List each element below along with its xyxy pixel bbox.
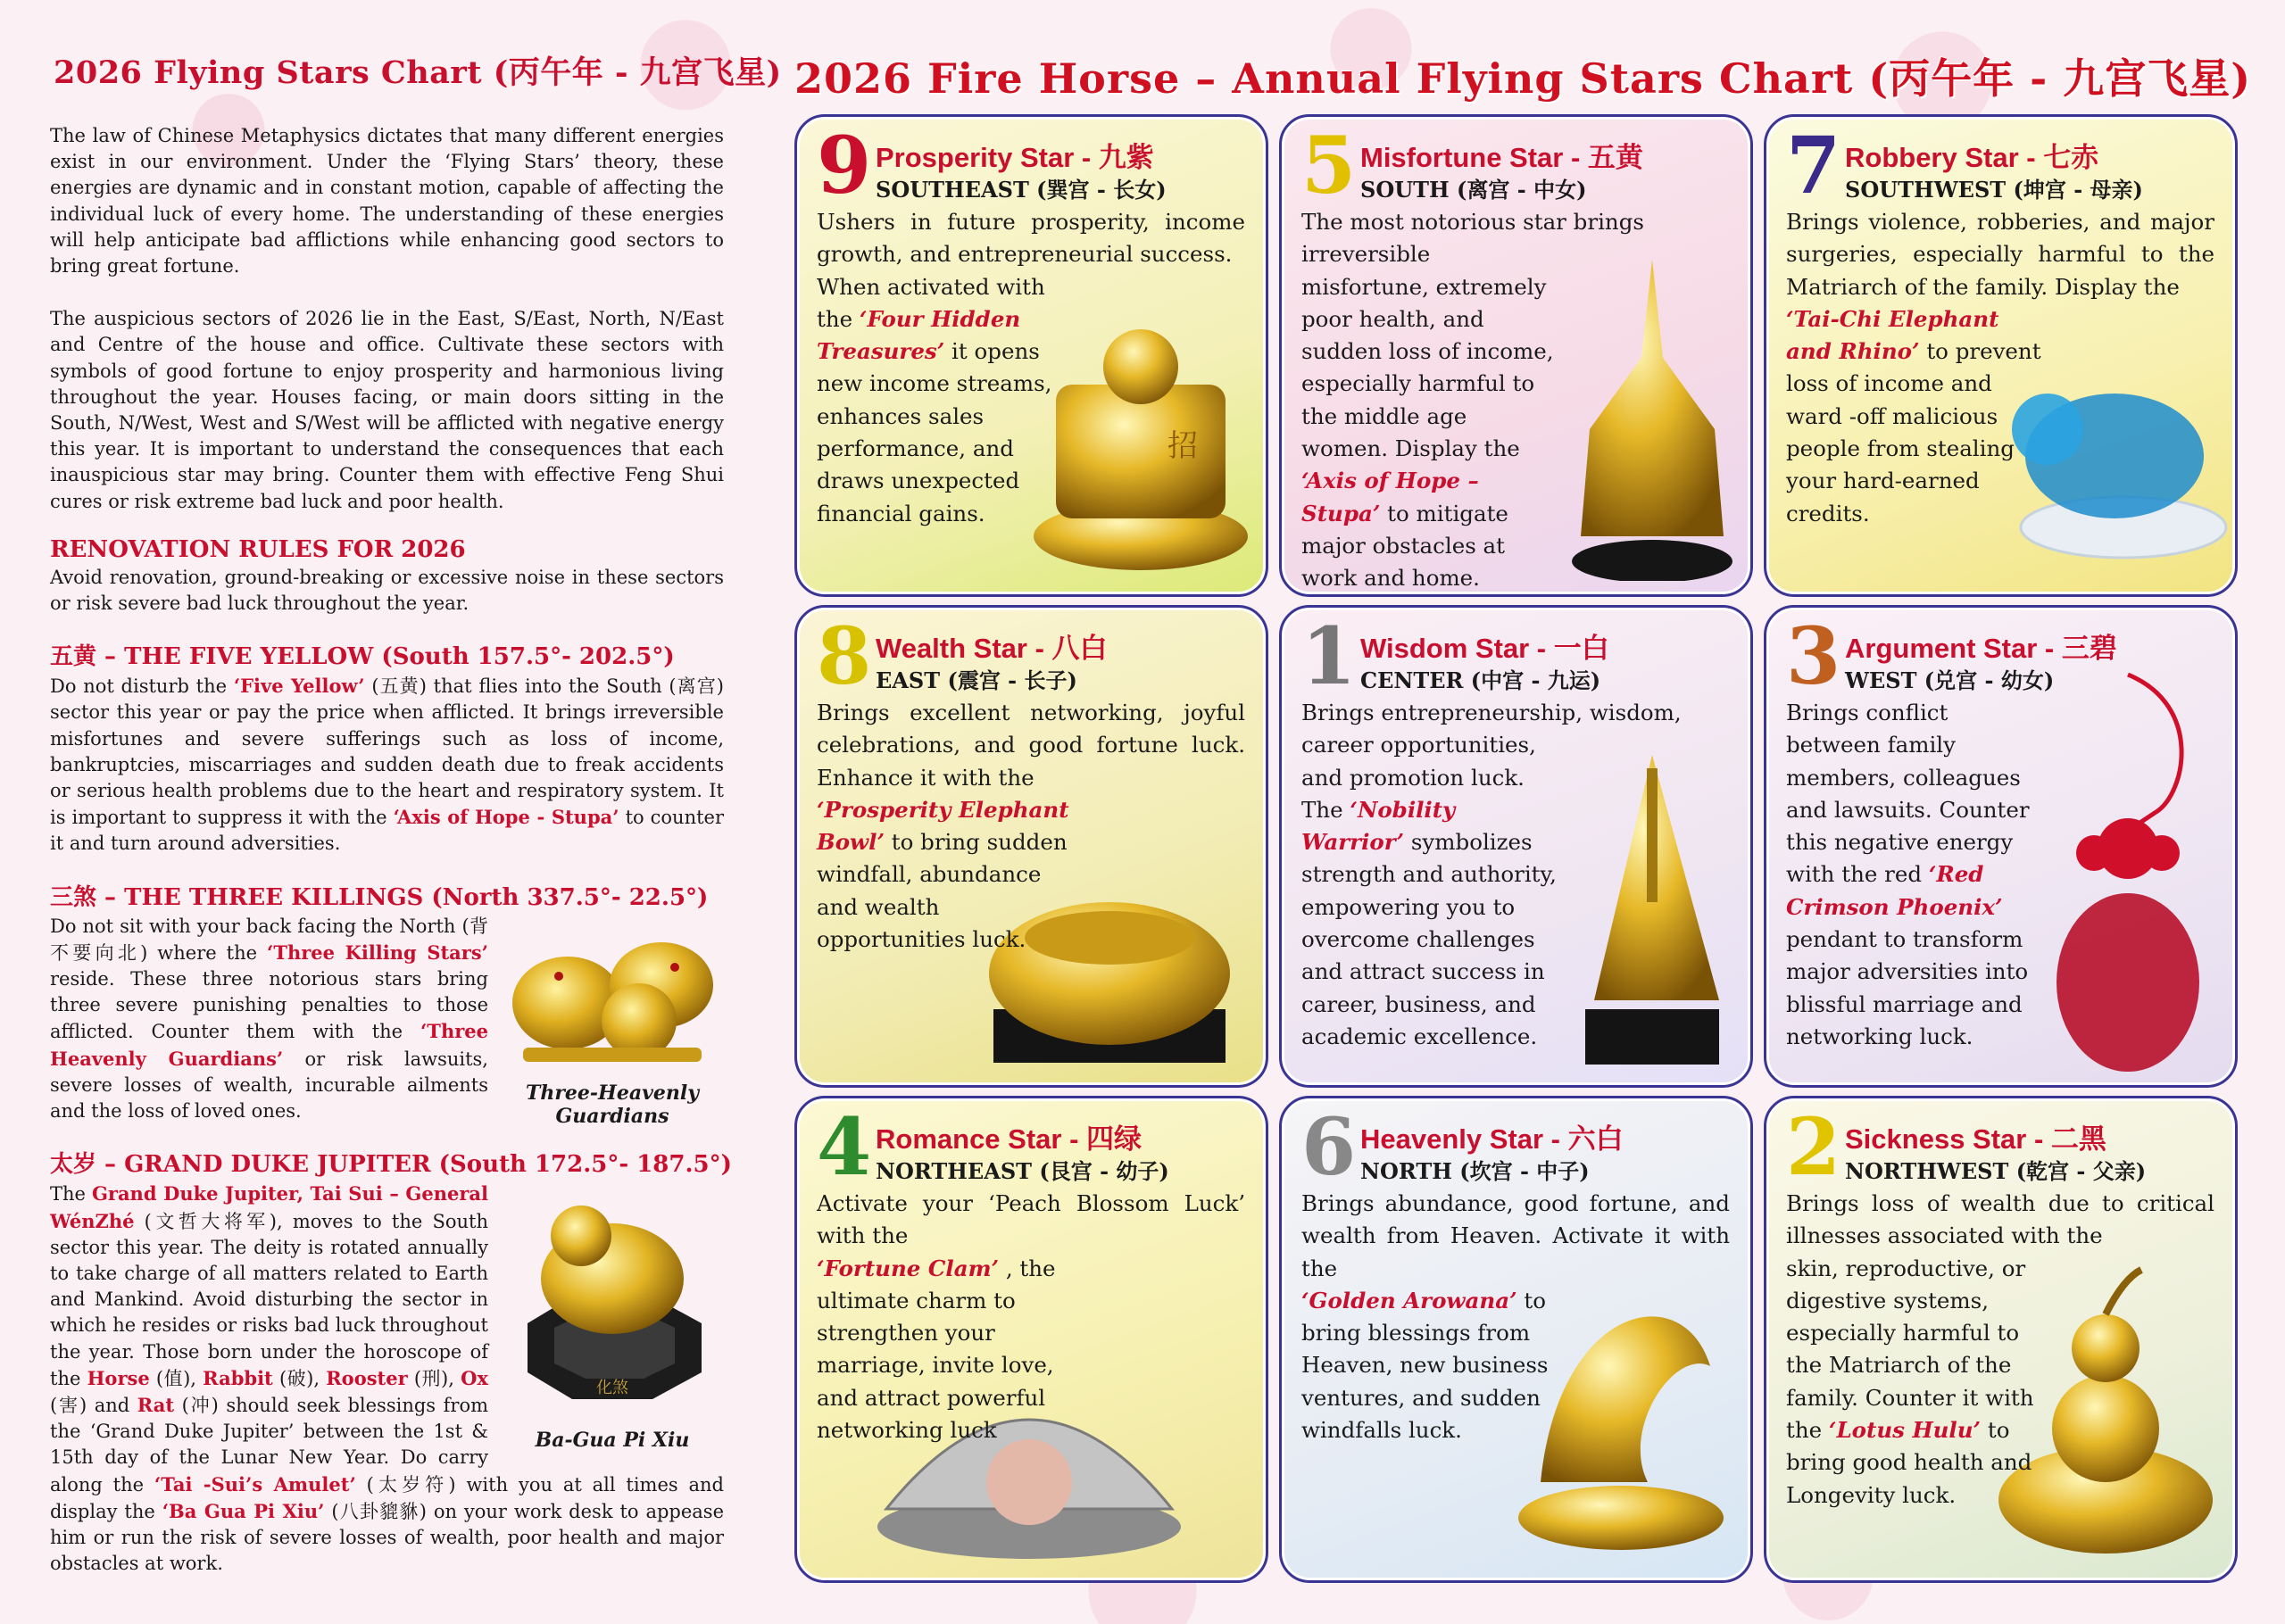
star-description <box>1786 697 2214 1053</box>
description-lead: Brings violence, robberies, and major surgeries, especially harmful to the Matriarch of the family. Display the <box>1786 209 2214 300</box>
remedy-name: ‘Prosperity Elephant Bowl’ <box>817 796 1069 856</box>
pixiu-caption: Ba-Gua Pi Xiu <box>535 1429 690 1453</box>
star-description <box>1786 206 2214 530</box>
grand-duke-text: The Grand Duke Jupiter, Tai Sui – General WénZhé (文哲大将军), moves to the South sector this year. The deity is rotated annually to take charge of all matters related to Earth and Mankind. Avoid disturbing the sector in which he resides or risks bad luck throughout the year. Those born under the horoscope of the Horse (值), Rabbit (破), Rooster (刑), Ox (害) and Rat (冲) should seek blessings from the ‘Grand Duke Jupiter’ between the 1st & 15th day of the Lunar New Year. Do carry along the ‘Tai -Sui’s Amulet’ (太岁符) with you at all times and display the ‘Ba Gua Pi Xiu’ (八卦貔貅) on your work desk to appease him or run the risk of severe losses of wealth, poor health and major obstacles at work. <box>50 1182 724 1575</box>
star-title: Prosperity Star - 九紫 <box>876 142 1154 173</box>
star-title: Argument Star - 三碧 <box>1845 633 2117 664</box>
star-description <box>817 697 1245 956</box>
renovation-text: Avoid renovation, ground-breaking or excessive noise in these sectors or risk severe bad luck throughout the year. <box>50 566 724 615</box>
five-yellow-title: 五黄 – THE FIVE YELLOW (South 157.5°- 202.5°) <box>50 643 675 671</box>
star-description <box>1301 697 1730 1053</box>
svg-text:招: 招 <box>1167 428 1198 464</box>
star-title: Robbery Star - 七赤 <box>1845 142 2099 173</box>
description-detail: skin, reproductive, or digestive systems, especially harmful to the Matriarch of the family. Counter it with the ‘Lotus Hulu’ to bring good health and Longevity luck. <box>1786 1255 2034 1508</box>
star-description <box>1786 1188 2214 1512</box>
star-title: Misfortune Star - 五黄 <box>1360 142 1643 173</box>
remedy-name: ‘Red Crimson Phoenix’ <box>1786 861 2003 920</box>
description-detail: ‘Fortune Clam’ , the ultimate charm to strengthen your marriage, invite love, and attract powerful networking luck <box>817 1255 1056 1444</box>
bagua-pixiu-image <box>501 1181 724 1421</box>
star-title: Heavenly Star - 六白 <box>1360 1123 1624 1155</box>
three-killings-title: 三煞 – THE THREE KILLINGS (North 337.5°- 22.5°) <box>50 883 709 911</box>
star-direction: SOUTH (离宫 - 中女) <box>1360 177 1587 203</box>
star-number: 1 <box>1301 609 1357 702</box>
star-direction: SOUTHEAST (巽宫 - 长女) <box>876 177 1167 203</box>
main-title: 2026 Fire Horse – Annual Flying Stars Chart (丙午年 - 九宫飞星) <box>794 54 2251 103</box>
star-card <box>1764 605 2238 1088</box>
three-guardians-figure <box>501 914 724 1128</box>
description-detail: Brings conflict between family members, colleagues and lawsuits. Counter this negative energy with the red ‘Red Crimson Phoenix’ pendant to transform major adversities into blissful marriage and networking luck. <box>1786 700 2030 1049</box>
left-title: 2026 Flying Stars Chart (丙午年 - 九宫飞星) <box>54 54 782 91</box>
remedy-name: ‘Four Hidden Treasures’ <box>817 305 1021 365</box>
star-card <box>1279 114 1753 597</box>
star-title: Sickness Star - 二黑 <box>1845 1123 2106 1155</box>
description-lead: Brings entrepreneurship, wisdom, <box>1301 700 1682 725</box>
star-description <box>1301 206 1730 595</box>
remedy-name: ‘Nobility Warrior’ <box>1301 796 1456 856</box>
left-column <box>50 48 782 1577</box>
star-card <box>794 114 1268 597</box>
star-number: 2 <box>1786 1100 1841 1193</box>
description-detail: When activated with the ‘Four Hidden Treasures’ it opens new income streams, enhances sales performance, and draws unexpected financial gains. <box>817 273 1052 526</box>
pixiu-figure <box>501 1181 724 1452</box>
star-number: 8 <box>817 609 872 702</box>
description-detail: irreversible misfortune, extremely poor health, and sudden loss of income, especially harmful to the middle age women. Display the ‘Axis of Hope – Stupa’ to mitigate major obstacles at work and home. <box>1301 241 1554 592</box>
description-lead: Brings abundance, good fortune, and wealth from Heaven. Activate it with the <box>1301 1190 1730 1281</box>
three-guardians-image <box>505 914 719 1074</box>
three-killings-text: Do not sit with your back facing the North (背不要向北) where the ‘Three Killing Stars’ reside. These three notorious stars bring three severe punishing penalties to those afflicted. Counter them with the ‘Three Heavenly Guardians’ or risk lawsuits, severe losses of wealth, incurable ailments and the loss of loved ones. <box>50 915 488 1123</box>
renovation-title: RENOVATION RULES FOR 2026 <box>50 535 466 563</box>
remedy-name: ‘Tai-Chi Elephant and Rhino’ <box>1786 305 1999 365</box>
star-direction: NORTHEAST (艮宫 - 幼子) <box>876 1158 1169 1184</box>
description-lead: Brings loss of wealth due to critical illnesses associated with the <box>1786 1190 2214 1249</box>
star-direction: WEST (兑宫 - 幼女) <box>1845 667 2055 693</box>
star-title: Romance Star - 四绿 <box>876 1123 1142 1155</box>
description-lead: Activate your ‘Peach Blossom Luck’ with the <box>817 1190 1245 1249</box>
remedy-name: ‘Golden Arowana’ <box>1301 1287 1517 1313</box>
star-number: 4 <box>817 1100 872 1193</box>
guardians-caption: Three-Heavenly Guardians <box>525 1081 700 1128</box>
star-number: 7 <box>1786 119 1841 211</box>
star-number: 3 <box>1786 609 1841 702</box>
star-card <box>1279 605 1753 1088</box>
star-direction: NORTH (坎宫 - 中子) <box>1360 1158 1590 1184</box>
star-direction: SOUTHWEST (坤宫 - 母亲) <box>1845 177 2143 203</box>
star-title: Wisdom Star - 一白 <box>1360 633 1609 664</box>
description-detail: ‘Golden Arowana’ to bring blessings from Heaven, new business ventures, and sudden windfalls luck. <box>1301 1287 1549 1444</box>
grand-duke-title: 太岁 – GRAND DUKE JUPITER (South 172.5°- 187.5°) <box>50 1151 732 1179</box>
intro-paragraph-1: The law of Chinese Metaphysics dictates that many different energies exist in our environment. Under the ‘Flying Stars’ theory, these energies are dynamic and in constant motion, capable of affecting the individual luck of every home. The understanding of these energies will help anticipate bad afflictions while enhancing good sectors to bring great fortune. <box>50 125 724 278</box>
star-card <box>794 605 1268 1088</box>
star-card <box>1764 1096 2238 1583</box>
svg-text:化煞: 化煞 <box>596 1379 628 1398</box>
description-detail: ‘Prosperity Elephant Bowl’ to bring sudden windfall, abundance and wealth opportunities luck. <box>817 796 1069 953</box>
description-lead: Brings excellent networking, joyful celebrations, and good fortune luck. Enhance it with the <box>817 700 1245 791</box>
star-direction: NORTHWEST (乾宫 - 父亲) <box>1845 1158 2147 1184</box>
description-lead: The most notorious star brings <box>1301 209 1644 235</box>
star-card <box>794 1096 1268 1583</box>
remedy-name: ‘Axis of Hope – Stupa’ <box>1301 468 1479 526</box>
description-lead: Ushers in future prosperity, income growth, and entrepreneurial success. <box>817 209 1245 268</box>
remedy-name: ‘Fortune Clam’ <box>817 1255 1000 1281</box>
star-number: 5 <box>1301 119 1357 211</box>
five-yellow-text: Do not disturb the ‘Five Yellow’ (五黄) that flies into the South (离宫) sector this year or pay the price when afflicted. It brings irreversible misfortunes and severe sufferings such as loss of income, bankruptcies, miscarriages and sudden death due to freak accidents or serious health problems due to the heart and respiratory system. It is important to suppress it with the ‘Axis of Hope - Stupa’ to counter it and turn around adversities. <box>50 675 724 855</box>
star-card <box>1279 1096 1753 1583</box>
star-card <box>1764 114 2238 597</box>
star-direction: EAST (震宫 - 长子) <box>876 667 1077 693</box>
remedy-name: ‘Lotus Hulu’ <box>1828 1417 1982 1444</box>
star-description <box>817 206 1245 530</box>
star-title: Wealth Star - 八白 <box>876 633 1108 664</box>
star-number: 9 <box>817 119 872 211</box>
star-number: 6 <box>1301 1100 1357 1193</box>
star-direction: CENTER (中宫 - 九运) <box>1360 667 1601 693</box>
description-detail: ‘Tai-Chi Elephant and Rhino’ to prevent loss of income and ward -off malicious people from stealing your hard-earned credits. <box>1786 305 2041 526</box>
star-description <box>817 1188 1245 1446</box>
star-description <box>1301 1188 1730 1446</box>
description-detail: career opportunities, and promotion luck. The ‘Nobility Warrior’ symbolizes strength and authority, empowering you to overcome challenges and attract success in career, business, and academic excellence. <box>1301 732 1557 1049</box>
intro-paragraph-2: The auspicious sectors of 2026 lie in the East, S/East, North, N/East and Centre of the house and office. Cultivate these sectors with symbols of good fortune to enjoy prosperity and harmonious living throughout the year. Houses facing, or main doors sitting in the South, N/West, West and S/West will be afflicted with negative energy this year. It is important to understand the consequences that each inauspicious star may bring. Counter them with effective Feng Shui cures or risk extreme bad luck and poor health. <box>50 308 724 512</box>
